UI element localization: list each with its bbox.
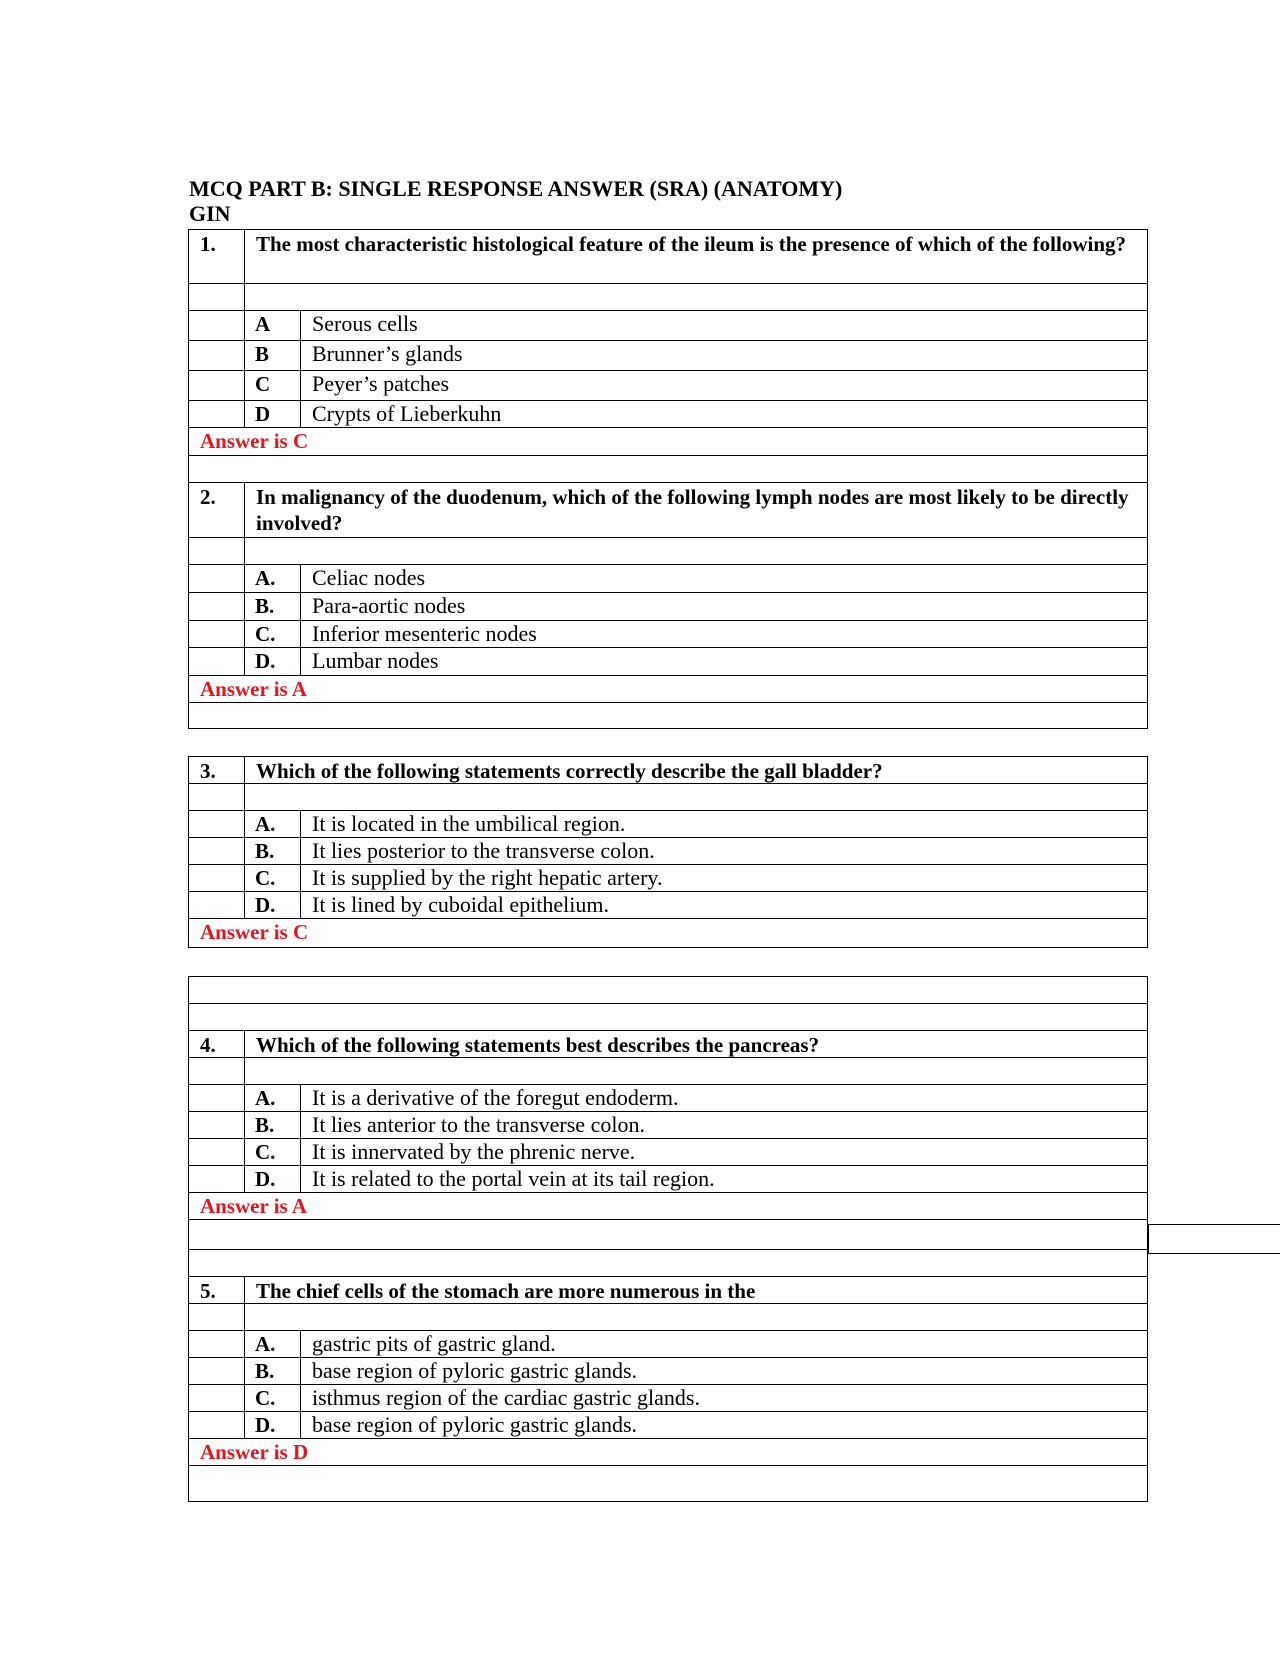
option-text: Serous cells	[312, 311, 418, 336]
option-row	[189, 565, 1147, 593]
answer-row	[189, 1439, 1147, 1466]
option-text: It is a derivative of the foregut endoderm.	[312, 1085, 679, 1110]
option-row	[189, 1358, 1147, 1385]
spacer-row	[189, 784, 1147, 811]
option-row	[189, 311, 1147, 341]
option-text: It is innervated by the phrenic nerve.	[312, 1139, 636, 1164]
spacer-row	[189, 538, 1147, 565]
option-row	[189, 1166, 1147, 1193]
option-row	[189, 865, 1147, 892]
option-label: D	[245, 401, 301, 427]
option-text: base region of pyloric gastric glands.	[312, 1358, 638, 1383]
question-text: The most characteristic histological feature of the ileum is the presence of which of the following?	[256, 232, 1127, 256]
option-label: C.	[245, 1385, 301, 1411]
title-line-1: MCQ PART B: SINGLE RESPONSE ANSWER (SRA) (ANATOMY)	[189, 176, 843, 201]
option-label: B.	[245, 1112, 301, 1138]
answer-row	[189, 428, 1147, 456]
option-label: C.	[245, 865, 301, 891]
option-row	[189, 838, 1147, 865]
option-row	[189, 401, 1147, 428]
option-text: gastric pits of gastric gland.	[312, 1331, 556, 1356]
option-label: B	[245, 341, 301, 370]
option-label: D.	[245, 648, 301, 675]
option-label: A.	[245, 565, 301, 592]
option-row	[189, 593, 1147, 621]
option-label: A	[245, 311, 301, 340]
stray-table-border	[1148, 1224, 1280, 1254]
question-row	[189, 1031, 1147, 1058]
option-text: It lies posterior to the transverse colon.	[312, 838, 655, 863]
option-row	[189, 811, 1147, 838]
answer-text: Answer is A	[200, 677, 307, 701]
spacer-row	[189, 456, 1147, 483]
question-block-1-2	[188, 229, 1148, 729]
question-number: 1.	[189, 230, 245, 283]
option-label: B.	[245, 1358, 301, 1384]
option-row	[189, 1331, 1147, 1358]
option-text: It is located in the umbilical region.	[312, 811, 626, 836]
answer-text: Answer is C	[200, 429, 309, 453]
spacer-row	[189, 1220, 1147, 1250]
answer-text: Answer is D	[200, 1440, 309, 1464]
question-row	[189, 757, 1147, 784]
question-number: 2.	[189, 483, 245, 537]
option-label: B.	[245, 593, 301, 620]
question-number: 5.	[189, 1277, 245, 1303]
option-text: Para-aortic nodes	[312, 593, 466, 618]
option-label: B.	[245, 838, 301, 864]
spacer-row	[189, 1004, 1147, 1031]
question-row	[189, 483, 1147, 538]
option-text: Crypts of Lieberkuhn	[312, 401, 502, 426]
option-text: It is supplied by the right hepatic artery.	[312, 865, 663, 890]
question-text: In malignancy of the duodenum, which of the following lymph nodes are most likely to be directly involved?	[256, 485, 1129, 535]
question-row	[189, 1277, 1147, 1304]
spacer-row	[189, 284, 1147, 311]
option-text: Peyer’s patches	[312, 371, 450, 396]
option-label: C	[245, 371, 301, 400]
spacer-row	[189, 1466, 1147, 1493]
option-row	[189, 1112, 1147, 1139]
question-text: Which of the following statements correctly describe the gall bladder?	[256, 759, 883, 783]
option-row	[189, 1085, 1147, 1112]
option-text: It is related to the portal vein at its tail region.	[312, 1166, 715, 1191]
option-row	[189, 1139, 1147, 1166]
option-row	[189, 1385, 1147, 1412]
spacer-row	[189, 977, 1147, 1004]
option-label: D.	[245, 1412, 301, 1438]
answer-row	[189, 1193, 1147, 1220]
question-number: 4.	[189, 1031, 245, 1057]
option-row	[189, 371, 1147, 401]
spacer-row	[189, 1250, 1147, 1277]
answer-text: Answer is A	[200, 1194, 307, 1218]
option-label: A.	[245, 811, 301, 837]
option-text: base region of pyloric gastric glands.	[312, 1412, 638, 1437]
page-title	[189, 176, 1139, 226]
option-label: C.	[245, 1139, 301, 1165]
question-text: The chief cells of the stomach are more numerous in the	[256, 1279, 756, 1303]
option-label: A.	[245, 1085, 301, 1111]
option-text: It lies anterior to the transverse colon.	[312, 1112, 645, 1137]
answer-row	[189, 919, 1147, 946]
title-line-2: GIN	[189, 201, 231, 226]
option-row	[189, 892, 1147, 919]
option-text: Inferior mesenteric nodes	[312, 621, 537, 646]
option-row	[189, 648, 1147, 676]
question-block-3	[188, 756, 1148, 948]
option-row	[189, 1412, 1147, 1439]
option-label: D.	[245, 1166, 301, 1192]
option-text: Lumbar nodes	[312, 648, 439, 673]
option-text: isthmus region of the cardiac gastric glands.	[312, 1385, 700, 1410]
spacer-row	[189, 1304, 1147, 1331]
option-text: It is lined by cuboidal epithelium.	[312, 892, 609, 917]
spacer-row	[189, 703, 1147, 729]
question-block-4-5	[188, 976, 1148, 1502]
option-label: D.	[245, 892, 301, 918]
answer-row	[189, 676, 1147, 703]
question-number: 3.	[189, 757, 245, 783]
option-label: C.	[245, 621, 301, 647]
option-row	[189, 621, 1147, 648]
question-text: Which of the following statements best describes the pancreas?	[256, 1033, 820, 1057]
answer-text: Answer is C	[200, 920, 309, 944]
option-text: Brunner’s glands	[312, 341, 463, 366]
question-row	[189, 230, 1147, 284]
option-text: Celiac nodes	[312, 565, 426, 590]
option-label: A.	[245, 1331, 301, 1357]
spacer-row	[189, 1058, 1147, 1085]
option-row	[189, 341, 1147, 371]
